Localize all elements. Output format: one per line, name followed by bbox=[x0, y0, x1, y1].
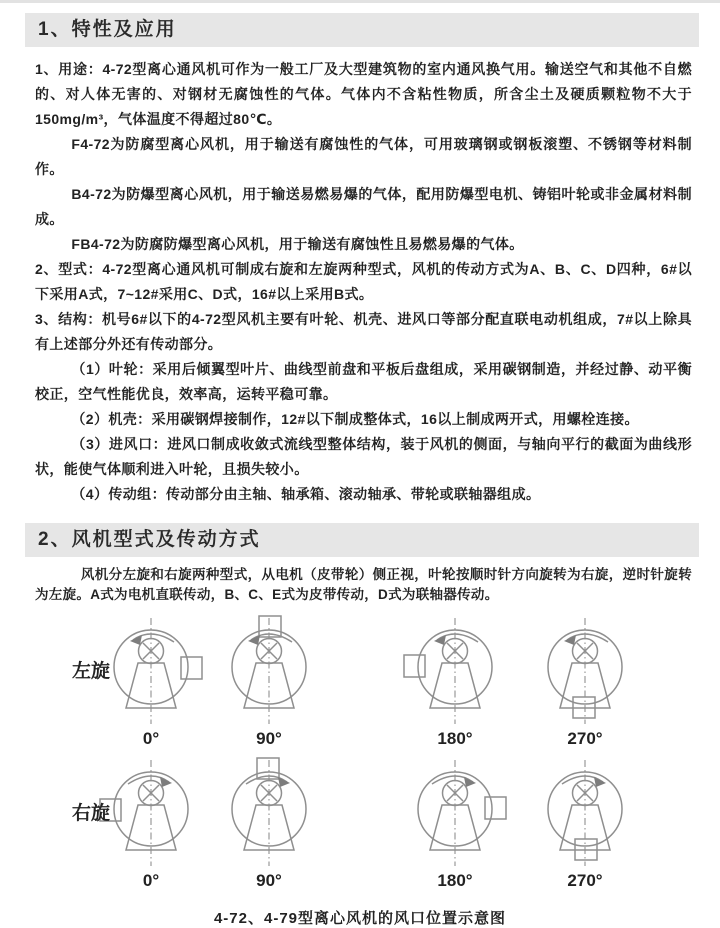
angle-label: 270° bbox=[567, 871, 603, 890]
fan-diagram-left-0deg bbox=[96, 615, 206, 749]
fan-diagram-left-270deg bbox=[530, 615, 640, 749]
fan-diagram-left-180deg bbox=[400, 615, 510, 749]
fan-diagram-right-270deg bbox=[530, 757, 640, 891]
fan-orientation-diagram bbox=[0, 615, 720, 899]
outlet-duct bbox=[181, 657, 202, 679]
section1-body bbox=[0, 47, 720, 507]
rotation-direction-label: 左旋 bbox=[72, 661, 111, 682]
section1-paragraph-3: B4-72为防爆型离心风机，用于输送易燃易爆的气体，配用防爆型电机、铸铝叶轮或非金属材料制成。 bbox=[35, 186, 692, 227]
section1-paragraph-5: 2、型式：4-72型离心通风机可制成右旋和左旋两种型式，风机的传动方式为A、B、C、D四种，6#以下采用A式，7~12#采用C、D式，16#以上采用B式。 bbox=[35, 261, 692, 302]
fan-row-right-rotation bbox=[0, 757, 720, 899]
fan-diagram-right-0deg bbox=[96, 757, 206, 891]
fan-drawing bbox=[96, 615, 206, 727]
diagram-caption: 4-72、4-79型离心风机的风口位置示意图 bbox=[213, 910, 507, 927]
section1-paragraph-8: （2）机壳：采用碳钢焊接制作，12#以下制成整体式，16以上制成两开式，用螺栓连接。 bbox=[71, 411, 639, 427]
section1-paragraph-10: （4）传动组：传动部分由主轴、轴承箱、滚动轴承、带轮或联轴器组成。 bbox=[71, 486, 541, 502]
outlet-duct bbox=[404, 655, 425, 677]
section1-header bbox=[25, 13, 699, 47]
angle-label: 180° bbox=[437, 729, 473, 748]
section2-intro: 风机分左旋和右旋两种型式，从电机（皮带轮）侧正视，叶轮按顺时针方向旋转为右旋，逆时针旋转为左旋。A式为电机直联传动，B、C、E式为皮带传动，D式为联轴器传动。 bbox=[35, 567, 692, 602]
angle-label: 0° bbox=[142, 729, 160, 748]
fan-drawing bbox=[214, 757, 324, 869]
fan-drawing bbox=[530, 757, 640, 869]
section2-title: 2、风机型式及传动方式 bbox=[38, 529, 261, 550]
section1-paragraph-9: （3）进风口：进风口制成收敛式流线型整体结构，装于风机的侧面，与轴向平行的截面为曲线形状，能使气体顺利进入叶轮，且损失较小。 bbox=[35, 436, 692, 477]
fan-drawing bbox=[214, 615, 324, 727]
outlet-duct bbox=[485, 797, 506, 819]
angle-label: 90° bbox=[256, 871, 282, 890]
fan-drawing bbox=[400, 757, 510, 869]
document-page bbox=[0, 13, 720, 928]
section1-paragraph-1: 1、用途：4-72型离心通风机可作为一般工厂及大型建筑物的室内通风换气用。输送空气和其他不自燃的、对人体无害的、对钢材无腐蚀性的气体。气体内不含粘性物质，所含尘土及硬质颗粒物不大于150mg/m³，气体温度不得超过80℃。 bbox=[35, 61, 692, 127]
fan-row-left-rotation bbox=[0, 615, 720, 757]
section1-title: 1、特性及应用 bbox=[38, 19, 177, 40]
fan-diagram-left-90deg bbox=[214, 615, 324, 749]
fan-diagram-right-180deg bbox=[400, 757, 510, 891]
section1-paragraph-2: F4-72为防腐型离心风机，用于输送有腐蚀性的气体，可用玻璃钢或钢板滚塑、不锈钢等材料制作。 bbox=[35, 136, 692, 177]
fan-drawing bbox=[96, 757, 206, 869]
angle-label: 180° bbox=[437, 871, 473, 890]
angle-label: 270° bbox=[567, 729, 603, 748]
section1-paragraph-4: FB4-72为防腐防爆型离心风机，用于输送有腐蚀性且易燃易爆的气体。 bbox=[71, 236, 524, 252]
angle-label: 0° bbox=[142, 871, 160, 890]
fan-drawing bbox=[400, 615, 510, 727]
section2-header bbox=[25, 523, 699, 557]
fan-drawing bbox=[530, 615, 640, 727]
angle-label: 90° bbox=[256, 729, 282, 748]
section1-paragraph-6: 3、结构：机号6#以下的4-72型风机主要有叶轮、机壳、进风口等部分配直联电动机组成，7#以上除具有上述部分外还有传动部分。 bbox=[35, 311, 692, 352]
section1-paragraph-7: （1）叶轮：采用后倾翼型叶片、曲线型前盘和平板后盘组成，采用碳钢制造，并经过静、动平衡校正，空气性能优良，效率高，运转平稳可靠。 bbox=[35, 361, 692, 402]
rotation-direction-label: 右旋 bbox=[72, 803, 111, 824]
fan-diagram-right-90deg bbox=[214, 757, 324, 891]
